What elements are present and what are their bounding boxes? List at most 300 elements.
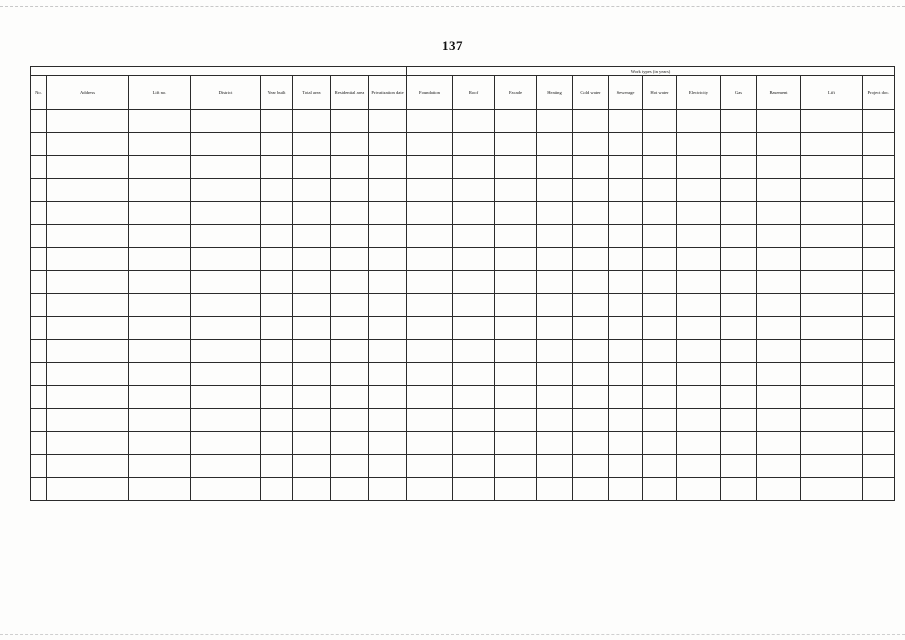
- table-cell: [453, 455, 495, 478]
- table-cell: [453, 363, 495, 386]
- table-cell: [801, 317, 863, 340]
- table-cell: [801, 294, 863, 317]
- table-cell: [129, 294, 191, 317]
- table-cell: [261, 317, 293, 340]
- table-cell: [47, 317, 129, 340]
- table-cell: [293, 294, 331, 317]
- table-cell: [537, 478, 573, 501]
- table-cell: [609, 110, 643, 133]
- table-cell: [331, 340, 369, 363]
- table-cell: [47, 340, 129, 363]
- table-cell: [863, 294, 895, 317]
- table-cell: [609, 409, 643, 432]
- table-cell: [677, 202, 721, 225]
- table-cell: [609, 317, 643, 340]
- table-cell: [369, 386, 407, 409]
- table-cell: [129, 225, 191, 248]
- table-cell: [537, 432, 573, 455]
- table-cell: [293, 110, 331, 133]
- table-cell: [453, 156, 495, 179]
- table-cell: [757, 478, 801, 501]
- table-cell: [453, 478, 495, 501]
- table-row: [31, 409, 895, 432]
- column-header: Facade: [495, 76, 537, 110]
- table-cell: [191, 386, 261, 409]
- table-cell: [643, 386, 677, 409]
- table-cell: [495, 363, 537, 386]
- table-cell: [407, 294, 453, 317]
- table-cell: [129, 363, 191, 386]
- table-cell: [407, 110, 453, 133]
- table-cell: [47, 202, 129, 225]
- table-cell: [369, 225, 407, 248]
- table-cell: [191, 363, 261, 386]
- column-header: Year built: [261, 76, 293, 110]
- table-cell: [191, 317, 261, 340]
- table-cell: [721, 248, 757, 271]
- table-cell: [261, 110, 293, 133]
- column-header: Privatization date: [369, 76, 407, 110]
- table-cell: [331, 133, 369, 156]
- table-cell: [495, 248, 537, 271]
- table-cell: [573, 248, 609, 271]
- table-cell: [537, 317, 573, 340]
- table-column-header-row: [31, 76, 895, 110]
- table-cell: [261, 340, 293, 363]
- table-cell: [757, 386, 801, 409]
- table-body: [31, 110, 895, 501]
- table-cell: [407, 156, 453, 179]
- table-cell: [643, 455, 677, 478]
- table-cell: [573, 432, 609, 455]
- column-header: Basement: [757, 76, 801, 110]
- table-cell: [47, 225, 129, 248]
- table-row: [31, 156, 895, 179]
- table-cell: [129, 110, 191, 133]
- table-cell: [331, 179, 369, 202]
- table-cell: [609, 455, 643, 478]
- table-cell: [293, 202, 331, 225]
- table-cell: [609, 363, 643, 386]
- table-cell: [191, 225, 261, 248]
- table-cell: [261, 133, 293, 156]
- table-cell: [537, 225, 573, 248]
- table-cell: [863, 386, 895, 409]
- table-cell: [863, 340, 895, 363]
- table-cell: [369, 455, 407, 478]
- table-cell: [643, 225, 677, 248]
- table-cell: [721, 225, 757, 248]
- table-cell: [677, 455, 721, 478]
- table-cell: [495, 179, 537, 202]
- table-cell: [801, 110, 863, 133]
- table-cell: [537, 179, 573, 202]
- table-cell: [293, 248, 331, 271]
- table-cell: [757, 432, 801, 455]
- table-cell: [129, 133, 191, 156]
- table-cell: [191, 432, 261, 455]
- table-cell: [537, 340, 573, 363]
- table-cell: [407, 409, 453, 432]
- column-header: Residential area: [331, 76, 369, 110]
- table-cell: [609, 179, 643, 202]
- table-cell: [331, 294, 369, 317]
- table-cell: [293, 432, 331, 455]
- table-cell: [643, 110, 677, 133]
- table-cell: [261, 294, 293, 317]
- table-cell: [643, 478, 677, 501]
- table-row: [31, 340, 895, 363]
- table-cell: [47, 271, 129, 294]
- table-cell: [47, 179, 129, 202]
- table-cell: [331, 455, 369, 478]
- table-cell: [47, 363, 129, 386]
- table-row: [31, 202, 895, 225]
- table-cell: [453, 271, 495, 294]
- table-cell: [863, 409, 895, 432]
- table-cell: [47, 432, 129, 455]
- table-cell: [573, 133, 609, 156]
- table-cell: [573, 156, 609, 179]
- table-cell: [129, 409, 191, 432]
- table-cell: [191, 133, 261, 156]
- table-cell: [453, 294, 495, 317]
- table-cell: [293, 386, 331, 409]
- table-cell: [721, 133, 757, 156]
- table-cell: [191, 478, 261, 501]
- table-cell: [677, 156, 721, 179]
- table-cell: [801, 156, 863, 179]
- table-cell: [677, 133, 721, 156]
- table-cell: [643, 202, 677, 225]
- table-cell: [31, 156, 47, 179]
- table-cell: [757, 133, 801, 156]
- table-cell: [293, 156, 331, 179]
- table-cell: [609, 248, 643, 271]
- table-cell: [191, 110, 261, 133]
- table-cell: [801, 478, 863, 501]
- table-cell: [453, 202, 495, 225]
- table-cell: [407, 179, 453, 202]
- table-cell: [757, 202, 801, 225]
- table-cell: [47, 248, 129, 271]
- table-cell: [573, 363, 609, 386]
- table-cell: [453, 409, 495, 432]
- table-cell: [293, 317, 331, 340]
- table-cell: [537, 386, 573, 409]
- table-cell: [609, 340, 643, 363]
- table-cell: [863, 202, 895, 225]
- table-cell: [495, 340, 537, 363]
- works-group-header: Work types (in years): [407, 67, 895, 76]
- table-cell: [31, 363, 47, 386]
- table-cell: [407, 455, 453, 478]
- table-cell: [573, 386, 609, 409]
- table-cell: [677, 179, 721, 202]
- table-cell: [643, 409, 677, 432]
- table-cell: [31, 317, 47, 340]
- table-cell: [453, 133, 495, 156]
- table-cell: [191, 294, 261, 317]
- column-header: Total area: [293, 76, 331, 110]
- table-cell: [191, 340, 261, 363]
- table-cell: [677, 271, 721, 294]
- table-cell: [573, 225, 609, 248]
- table-cell: [453, 432, 495, 455]
- table-cell: [31, 340, 47, 363]
- table-row: [31, 225, 895, 248]
- table-cell: [407, 363, 453, 386]
- table-cell: [129, 317, 191, 340]
- table-cell: [47, 156, 129, 179]
- table-cell: [331, 202, 369, 225]
- bottom-scan-edge: [0, 634, 905, 635]
- table-cell: [643, 317, 677, 340]
- table-cell: [801, 432, 863, 455]
- table-cell: [261, 179, 293, 202]
- table-cell: [495, 478, 537, 501]
- table-row: [31, 271, 895, 294]
- table-cell: [863, 363, 895, 386]
- table-cell: [721, 478, 757, 501]
- table-cell: [293, 271, 331, 294]
- table-row: [31, 248, 895, 271]
- table-cell: [369, 110, 407, 133]
- table-cell: [863, 271, 895, 294]
- table-cell: [293, 455, 331, 478]
- table-cell: [453, 179, 495, 202]
- table-cell: [47, 478, 129, 501]
- table-cell: [801, 386, 863, 409]
- table-cell: [407, 432, 453, 455]
- table-cell: [757, 294, 801, 317]
- table-row: [31, 110, 895, 133]
- table-cell: [47, 409, 129, 432]
- table-cell: [757, 409, 801, 432]
- table-cell: [261, 225, 293, 248]
- table-cell: [293, 133, 331, 156]
- table-cell: [643, 248, 677, 271]
- table-cell: [863, 179, 895, 202]
- table-cell: [495, 271, 537, 294]
- table-cell: [331, 478, 369, 501]
- table-cell: [863, 133, 895, 156]
- table-cell: [261, 202, 293, 225]
- table-row: [31, 294, 895, 317]
- table-cell: [453, 225, 495, 248]
- table-cell: [331, 409, 369, 432]
- header-spacer: [31, 67, 407, 76]
- table-cell: [407, 202, 453, 225]
- table-cell: [721, 340, 757, 363]
- column-header: Project doc.: [863, 76, 895, 110]
- table-row: [31, 455, 895, 478]
- table-cell: [677, 478, 721, 501]
- table-cell: [677, 317, 721, 340]
- table-cell: [495, 156, 537, 179]
- column-header: Lift: [801, 76, 863, 110]
- table-cell: [609, 386, 643, 409]
- table-cell: [293, 478, 331, 501]
- table-cell: [537, 156, 573, 179]
- table-cell: [261, 455, 293, 478]
- table-row: [31, 317, 895, 340]
- table-group-header-row: [31, 67, 895, 76]
- table-cell: [721, 179, 757, 202]
- table-cell: [801, 455, 863, 478]
- table-cell: [643, 432, 677, 455]
- table-cell: [609, 432, 643, 455]
- table-cell: [609, 271, 643, 294]
- table-cell: [129, 455, 191, 478]
- table-row: [31, 363, 895, 386]
- table-cell: [191, 179, 261, 202]
- table-cell: [293, 409, 331, 432]
- table-cell: [863, 478, 895, 501]
- table-cell: [721, 455, 757, 478]
- table-cell: [573, 409, 609, 432]
- table-cell: [609, 133, 643, 156]
- table-cell: [643, 156, 677, 179]
- table-cell: [863, 248, 895, 271]
- table-cell: [495, 110, 537, 133]
- table-cell: [453, 110, 495, 133]
- table-cell: [863, 432, 895, 455]
- table-cell: [129, 202, 191, 225]
- table-cell: [573, 478, 609, 501]
- table-cell: [31, 386, 47, 409]
- table-cell: [677, 110, 721, 133]
- column-header: Roof: [453, 76, 495, 110]
- table-cell: [47, 386, 129, 409]
- table-cell: [537, 294, 573, 317]
- column-header: District: [191, 76, 261, 110]
- table-cell: [573, 317, 609, 340]
- page-number: 137: [442, 38, 463, 53]
- table-cell: [31, 294, 47, 317]
- table-cell: [129, 248, 191, 271]
- table-cell: [31, 248, 47, 271]
- table-cell: [721, 409, 757, 432]
- table-cell: [331, 432, 369, 455]
- table-cell: [293, 340, 331, 363]
- table-cell: [261, 363, 293, 386]
- column-header: Sewerage: [609, 76, 643, 110]
- table-cell: [801, 248, 863, 271]
- table-cell: [573, 455, 609, 478]
- table-cell: [677, 340, 721, 363]
- repair-schedule-table: [30, 66, 895, 501]
- table-cell: [261, 248, 293, 271]
- table-cell: [47, 110, 129, 133]
- table-cell: [407, 478, 453, 501]
- table-cell: [863, 156, 895, 179]
- table-cell: [369, 432, 407, 455]
- table-cell: [369, 363, 407, 386]
- table-cell: [801, 409, 863, 432]
- table-row: [31, 478, 895, 501]
- table-cell: [609, 156, 643, 179]
- table-cell: [757, 340, 801, 363]
- table-cell: [369, 271, 407, 294]
- repair-schedule-table-wrapper: [30, 66, 890, 501]
- table-cell: [573, 202, 609, 225]
- table-cell: [261, 156, 293, 179]
- table-cell: [863, 317, 895, 340]
- table-cell: [677, 432, 721, 455]
- table-cell: [369, 248, 407, 271]
- table-cell: [31, 455, 47, 478]
- table-row: [31, 179, 895, 202]
- table-cell: [643, 271, 677, 294]
- column-header: Hot water: [643, 76, 677, 110]
- table-cell: [863, 455, 895, 478]
- table-cell: [407, 386, 453, 409]
- table-cell: [31, 179, 47, 202]
- table-cell: [261, 478, 293, 501]
- table-cell: [495, 294, 537, 317]
- table-cell: [129, 156, 191, 179]
- table-cell: [537, 455, 573, 478]
- table-cell: [573, 271, 609, 294]
- table-cell: [129, 340, 191, 363]
- table-cell: [261, 409, 293, 432]
- table-cell: [537, 271, 573, 294]
- table-row: [31, 432, 895, 455]
- table-cell: [369, 409, 407, 432]
- table-cell: [757, 110, 801, 133]
- table-cell: [757, 271, 801, 294]
- table-cell: [573, 294, 609, 317]
- table-cell: [643, 133, 677, 156]
- table-cell: [369, 294, 407, 317]
- table-cell: [495, 432, 537, 455]
- table-cell: [31, 409, 47, 432]
- table-cell: [677, 409, 721, 432]
- table-cell: [47, 455, 129, 478]
- column-header: Cold water: [573, 76, 609, 110]
- table-cell: [191, 156, 261, 179]
- table-cell: [331, 156, 369, 179]
- table-cell: [331, 225, 369, 248]
- table-cell: [293, 225, 331, 248]
- table-cell: [453, 248, 495, 271]
- table-cell: [573, 110, 609, 133]
- table-cell: [609, 478, 643, 501]
- table-cell: [573, 340, 609, 363]
- table-cell: [369, 179, 407, 202]
- table-cell: [129, 386, 191, 409]
- table-cell: [863, 110, 895, 133]
- table-cell: [331, 110, 369, 133]
- table-cell: [643, 340, 677, 363]
- table-cell: [407, 340, 453, 363]
- table-cell: [369, 202, 407, 225]
- table-cell: [609, 202, 643, 225]
- table-cell: [677, 363, 721, 386]
- column-header: Address: [47, 76, 129, 110]
- table-cell: [407, 317, 453, 340]
- table-cell: [331, 271, 369, 294]
- table-cell: [293, 363, 331, 386]
- table-cell: [537, 363, 573, 386]
- table-cell: [369, 478, 407, 501]
- table-cell: [331, 363, 369, 386]
- table-cell: [31, 432, 47, 455]
- table-cell: [537, 133, 573, 156]
- table-cell: [721, 110, 757, 133]
- table-cell: [537, 202, 573, 225]
